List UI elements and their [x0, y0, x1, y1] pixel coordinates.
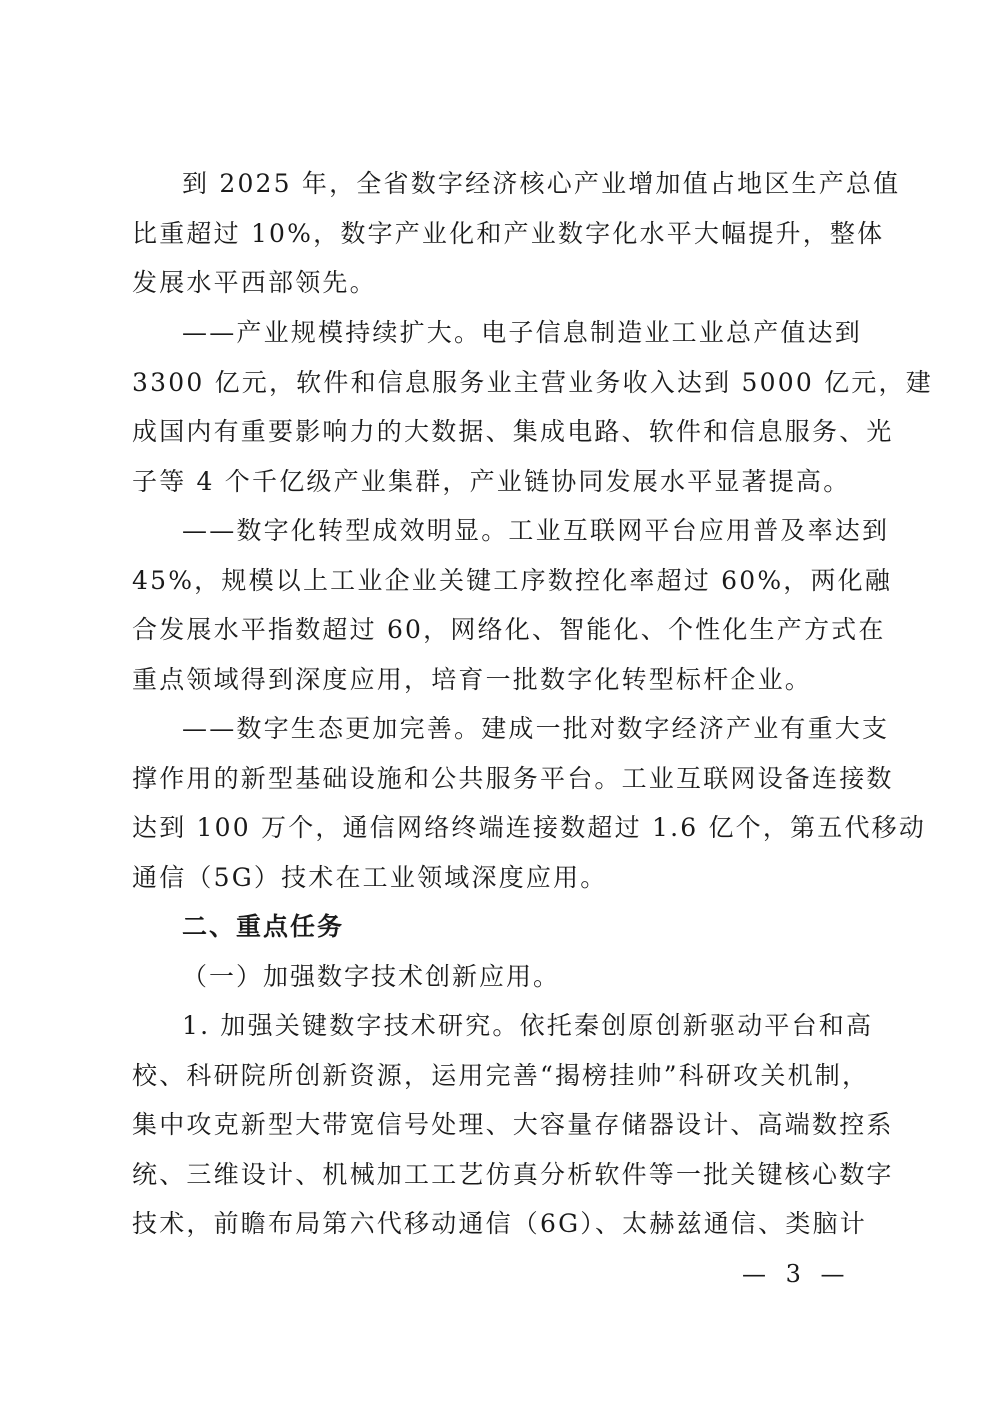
paragraph-line: ——产业规模持续扩大。电子信息制造业工业总产值达到 [182, 318, 863, 347]
paragraph-line: 校、科研院所创新资源，运用完善“揭榜挂帅”科研攻关机制， [132, 1061, 870, 1090]
paragraph-line: 通信（5G）技术在工业领域深度应用。 [132, 863, 608, 892]
paragraph-line: 1. 加强关键数字技术研究。依托秦创原创新驱动平台和高 [182, 1011, 874, 1040]
paragraph-line: 比重超过 10%，数字产业化和产业数字化水平大幅提升，整体 [132, 219, 885, 248]
paragraph-line: 到 2025 年，全省数字经济核心产业增加值占地区生产总值 [182, 169, 901, 198]
paragraph-line: 45%，规模以上工业企业关键工序数控化率超过 60%，两化融 [132, 566, 893, 595]
subsection-heading: （一）加强数字技术创新应用。 [182, 962, 561, 991]
paragraph-line: 撑作用的新型基础设施和公共服务平台。工业互联网设备连接数 [132, 764, 894, 793]
paragraph-line: 合发展水平指数超过 60，网络化、智能化、个性化生产方式在 [132, 615, 886, 644]
paragraph-line: 重点领域得到深度应用，培育一批数字化转型标杆企业。 [132, 665, 813, 694]
paragraph-line: 成国内有重要影响力的大数据、集成电路、软件和信息服务、光 [132, 417, 894, 446]
paragraph-line: ——数字生态更加完善。建成一批对数字经济产业有重大支 [182, 714, 890, 743]
paragraph-line: 发展水平西部领先。 [132, 268, 377, 297]
paragraph-line: 子等 4 个千亿级产业集群，产业链协同发展水平显著提高。 [132, 467, 851, 496]
paragraph-line: ——数字化转型成效明显。工业互联网平台应用普及率达到 [182, 516, 890, 545]
paragraph-line: 技术，前瞻布局第六代移动通信（6G）、太赫兹通信、类脑计 [132, 1209, 867, 1238]
paragraph-line: 达到 100 万个，通信网络终端连接数超过 1.6 亿个，第五代移动 [132, 813, 927, 842]
paragraph-line: 3300 亿元，软件和信息服务业主营业务收入达到 5000 亿元，建 [132, 368, 933, 397]
section-heading: 二、重点任务 [182, 912, 345, 941]
page-number: — 3 — [742, 1260, 851, 1288]
paragraph-line: 统、三维设计、机械加工工艺仿真分析软件等一批关键核心数字 [132, 1160, 894, 1189]
paragraph-line: 集中攻克新型大带宽信号处理、大容量存储器设计、高端数控系 [132, 1110, 894, 1139]
